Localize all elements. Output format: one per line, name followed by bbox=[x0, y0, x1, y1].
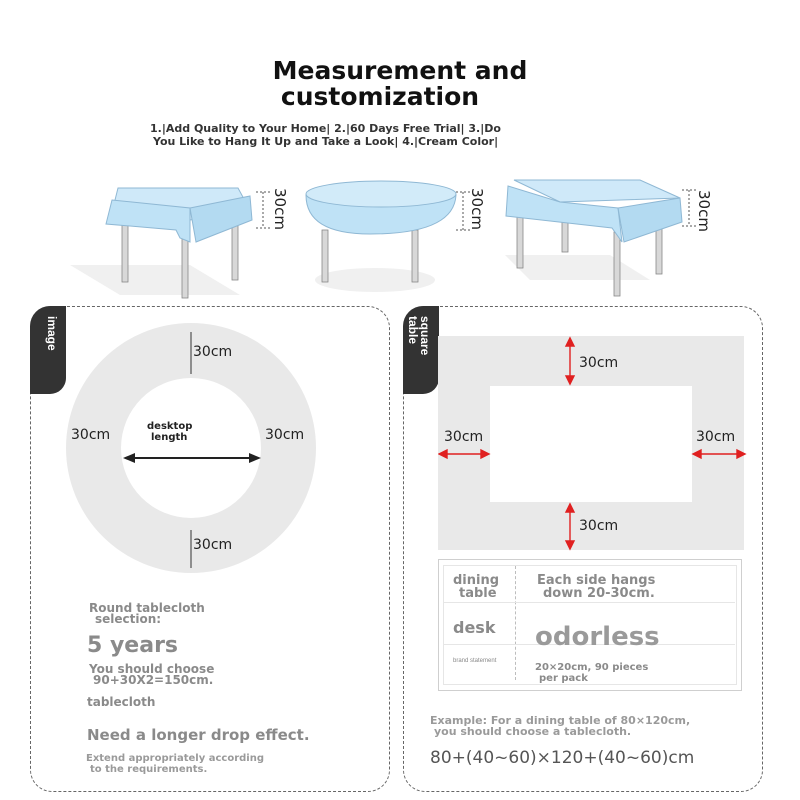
round-label-bottom: 30cm bbox=[193, 537, 233, 553]
choose-text: You should choose 90+30X2=150cm. bbox=[89, 662, 215, 687]
page-title bbox=[0, 58, 800, 110]
brand-statement-label: brand statement bbox=[453, 658, 497, 664]
extend-text: Extend appropriately according to the requirements. bbox=[86, 753, 264, 775]
round-table-hang-label: 30cm bbox=[468, 188, 486, 230]
round-label-right: 30cm bbox=[265, 427, 305, 443]
desk-label: desk bbox=[453, 618, 496, 637]
square-table-hang-label: 30cm bbox=[695, 190, 713, 232]
table-illustrations bbox=[0, 150, 800, 305]
rect-table-hang-label: 30cm bbox=[271, 188, 289, 230]
title-line-2: customization bbox=[280, 82, 480, 111]
row-divider-1 bbox=[443, 602, 735, 603]
tab-label: image bbox=[45, 316, 59, 351]
tablecloth-text: tablecloth bbox=[87, 695, 156, 709]
years-text: 5 years bbox=[87, 633, 179, 658]
title-line-1: Measurement and bbox=[272, 56, 528, 85]
square-label-top: 30cm bbox=[579, 355, 619, 371]
inner-circle bbox=[121, 378, 261, 518]
info-table bbox=[438, 559, 742, 691]
panel-tab bbox=[403, 306, 439, 394]
round-label-left: 30cm bbox=[71, 427, 111, 443]
inner-table-area bbox=[490, 386, 692, 502]
square-table-illustration bbox=[505, 180, 696, 296]
subtitle bbox=[150, 122, 670, 148]
desktop-length-label: desktop length bbox=[147, 421, 193, 443]
square-label-bottom: 30cm bbox=[579, 518, 619, 534]
square-tablecloth-panel bbox=[403, 306, 763, 792]
tab-label: square table bbox=[406, 316, 432, 356]
column-divider bbox=[515, 566, 516, 680]
subtitle-line-1: 1.|Add Quality to Your Home| 2.|60 Days Free Trial| 3.|Do bbox=[150, 122, 501, 135]
square-label-left: 30cm bbox=[444, 429, 484, 445]
odorless-label: odorless bbox=[535, 622, 660, 648]
example-text: Example: For a dining table of 80×120cm, you should choose a tablecloth. bbox=[430, 714, 691, 738]
square-label-right: 30cm bbox=[696, 429, 736, 445]
subtitle-line-2: You Like to Hang It Up and Take a Look| 4.|Cream Color| bbox=[153, 135, 499, 148]
panel-tab bbox=[30, 306, 66, 394]
round-table-illustration bbox=[306, 181, 470, 292]
dining-table-label: dining table bbox=[453, 573, 500, 601]
round-label-top: 30cm bbox=[193, 344, 233, 360]
formula-text: 80+(40~60)×120+(40~60)cm bbox=[430, 748, 695, 768]
pack-description: 20×20cm, 90 pieces per pack bbox=[535, 662, 649, 684]
rectangular-table-illustration bbox=[70, 188, 270, 298]
selection-heading: Round tablecloth selection: bbox=[89, 601, 205, 626]
hang-description: Each side hangs down 20-30cm. bbox=[537, 573, 656, 601]
round-tablecloth-panel bbox=[30, 306, 390, 792]
drop-effect-text: Need a longer drop effect. bbox=[87, 726, 310, 744]
round-diagram bbox=[65, 322, 317, 574]
